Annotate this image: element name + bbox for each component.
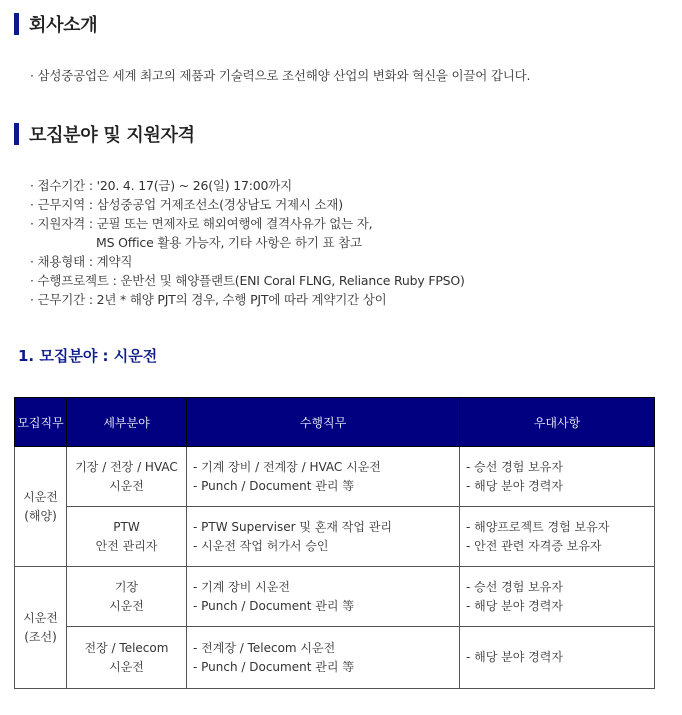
company-description: · 삼성중공업은 세계 최고의 제품과 기술력으로 조선해양 산업의 변화와 혁신을 이끌어 갑니다. (30, 68, 531, 83)
table-row (15, 627, 655, 689)
section-title-company (14, 12, 97, 36)
field-cell: 전장 / Telecom 시운전 (67, 627, 187, 689)
field-cell: PTW 안전 관리자 (67, 507, 187, 567)
job-cell: 시운전 (조선) (15, 567, 67, 689)
info-location: · 근무지역 : 삼성중공업 거제조선소(경상남도 거제시 소재) (30, 197, 343, 212)
header-preference: 우대사항 (460, 398, 655, 447)
table-row (15, 567, 655, 627)
info-qualification-cont: MS Office 활용 가능자, 기타 사항은 하기 표 참고 (96, 235, 362, 250)
preference-cell: - 승선 경험 보유자 - 해당 분야 경력자 (460, 567, 655, 627)
preference-cell: - 승선 경험 보유자 - 해당 분야 경력자 (460, 447, 655, 507)
section-bar (14, 123, 19, 145)
header-duties: 수행직무 (187, 398, 460, 447)
info-period: · 접수기간 : '20. 4. 17(금) ~ 26(일) 17:00까지 (30, 178, 293, 193)
recruit-title: 모집분야 및 지원자격 (29, 125, 195, 146)
info-work-period: · 근무기간 : 2년 * 해양 PJT의 경우, 수행 PJT에 따라 계약기간 상이 (30, 292, 387, 307)
field-cell: 기장 시운전 (67, 567, 187, 627)
preference-cell: - 해양프로젝트 경험 보유자 - 안전 관련 자격증 보유자 (460, 507, 655, 567)
table-row (15, 507, 655, 567)
job-cell: 시운전 (해양) (15, 447, 67, 567)
recruit-field-title: 1. 모집분야 : 시운전 (18, 347, 158, 365)
info-qualification: · 지원자격 : 군필 또는 면제자로 해외여행에 결격사유가 없는 자, (30, 216, 373, 231)
table-row (15, 447, 655, 507)
duties-cell: - PTW Superviser 및 혼재 작업 관리 - 시운전 작업 허가서 승인 (187, 507, 460, 567)
preference-cell: - 해당 분야 경력자 (460, 627, 655, 689)
info-project: · 수행프로젝트 : 운반선 및 해양플랜트(ENI Coral FLNG, Reliance Ruby FPSO) (30, 273, 465, 288)
section-title-recruit (14, 122, 195, 146)
header-job: 모집직무 (15, 398, 67, 447)
company-title: 회사소개 (29, 15, 98, 36)
recruit-table (14, 397, 655, 689)
field-cell: 기장 / 전장 / HVAC 시운전 (67, 447, 187, 507)
duties-cell: - 기계 장비 시운전 - Punch / Document 관리 等 (187, 567, 460, 627)
section-bar (14, 13, 19, 35)
duties-cell: - 기계 장비 / 전계장 / HVAC 시운전 - Punch / Document 관리 等 (187, 447, 460, 507)
header-field: 세부분야 (67, 398, 187, 447)
duties-cell: - 전계장 / Telecom 시운전 - Punch / Document 관리 等 (187, 627, 460, 689)
table-header-row (15, 398, 655, 447)
info-employment-type: · 채용형태 : 계약직 (30, 254, 133, 269)
